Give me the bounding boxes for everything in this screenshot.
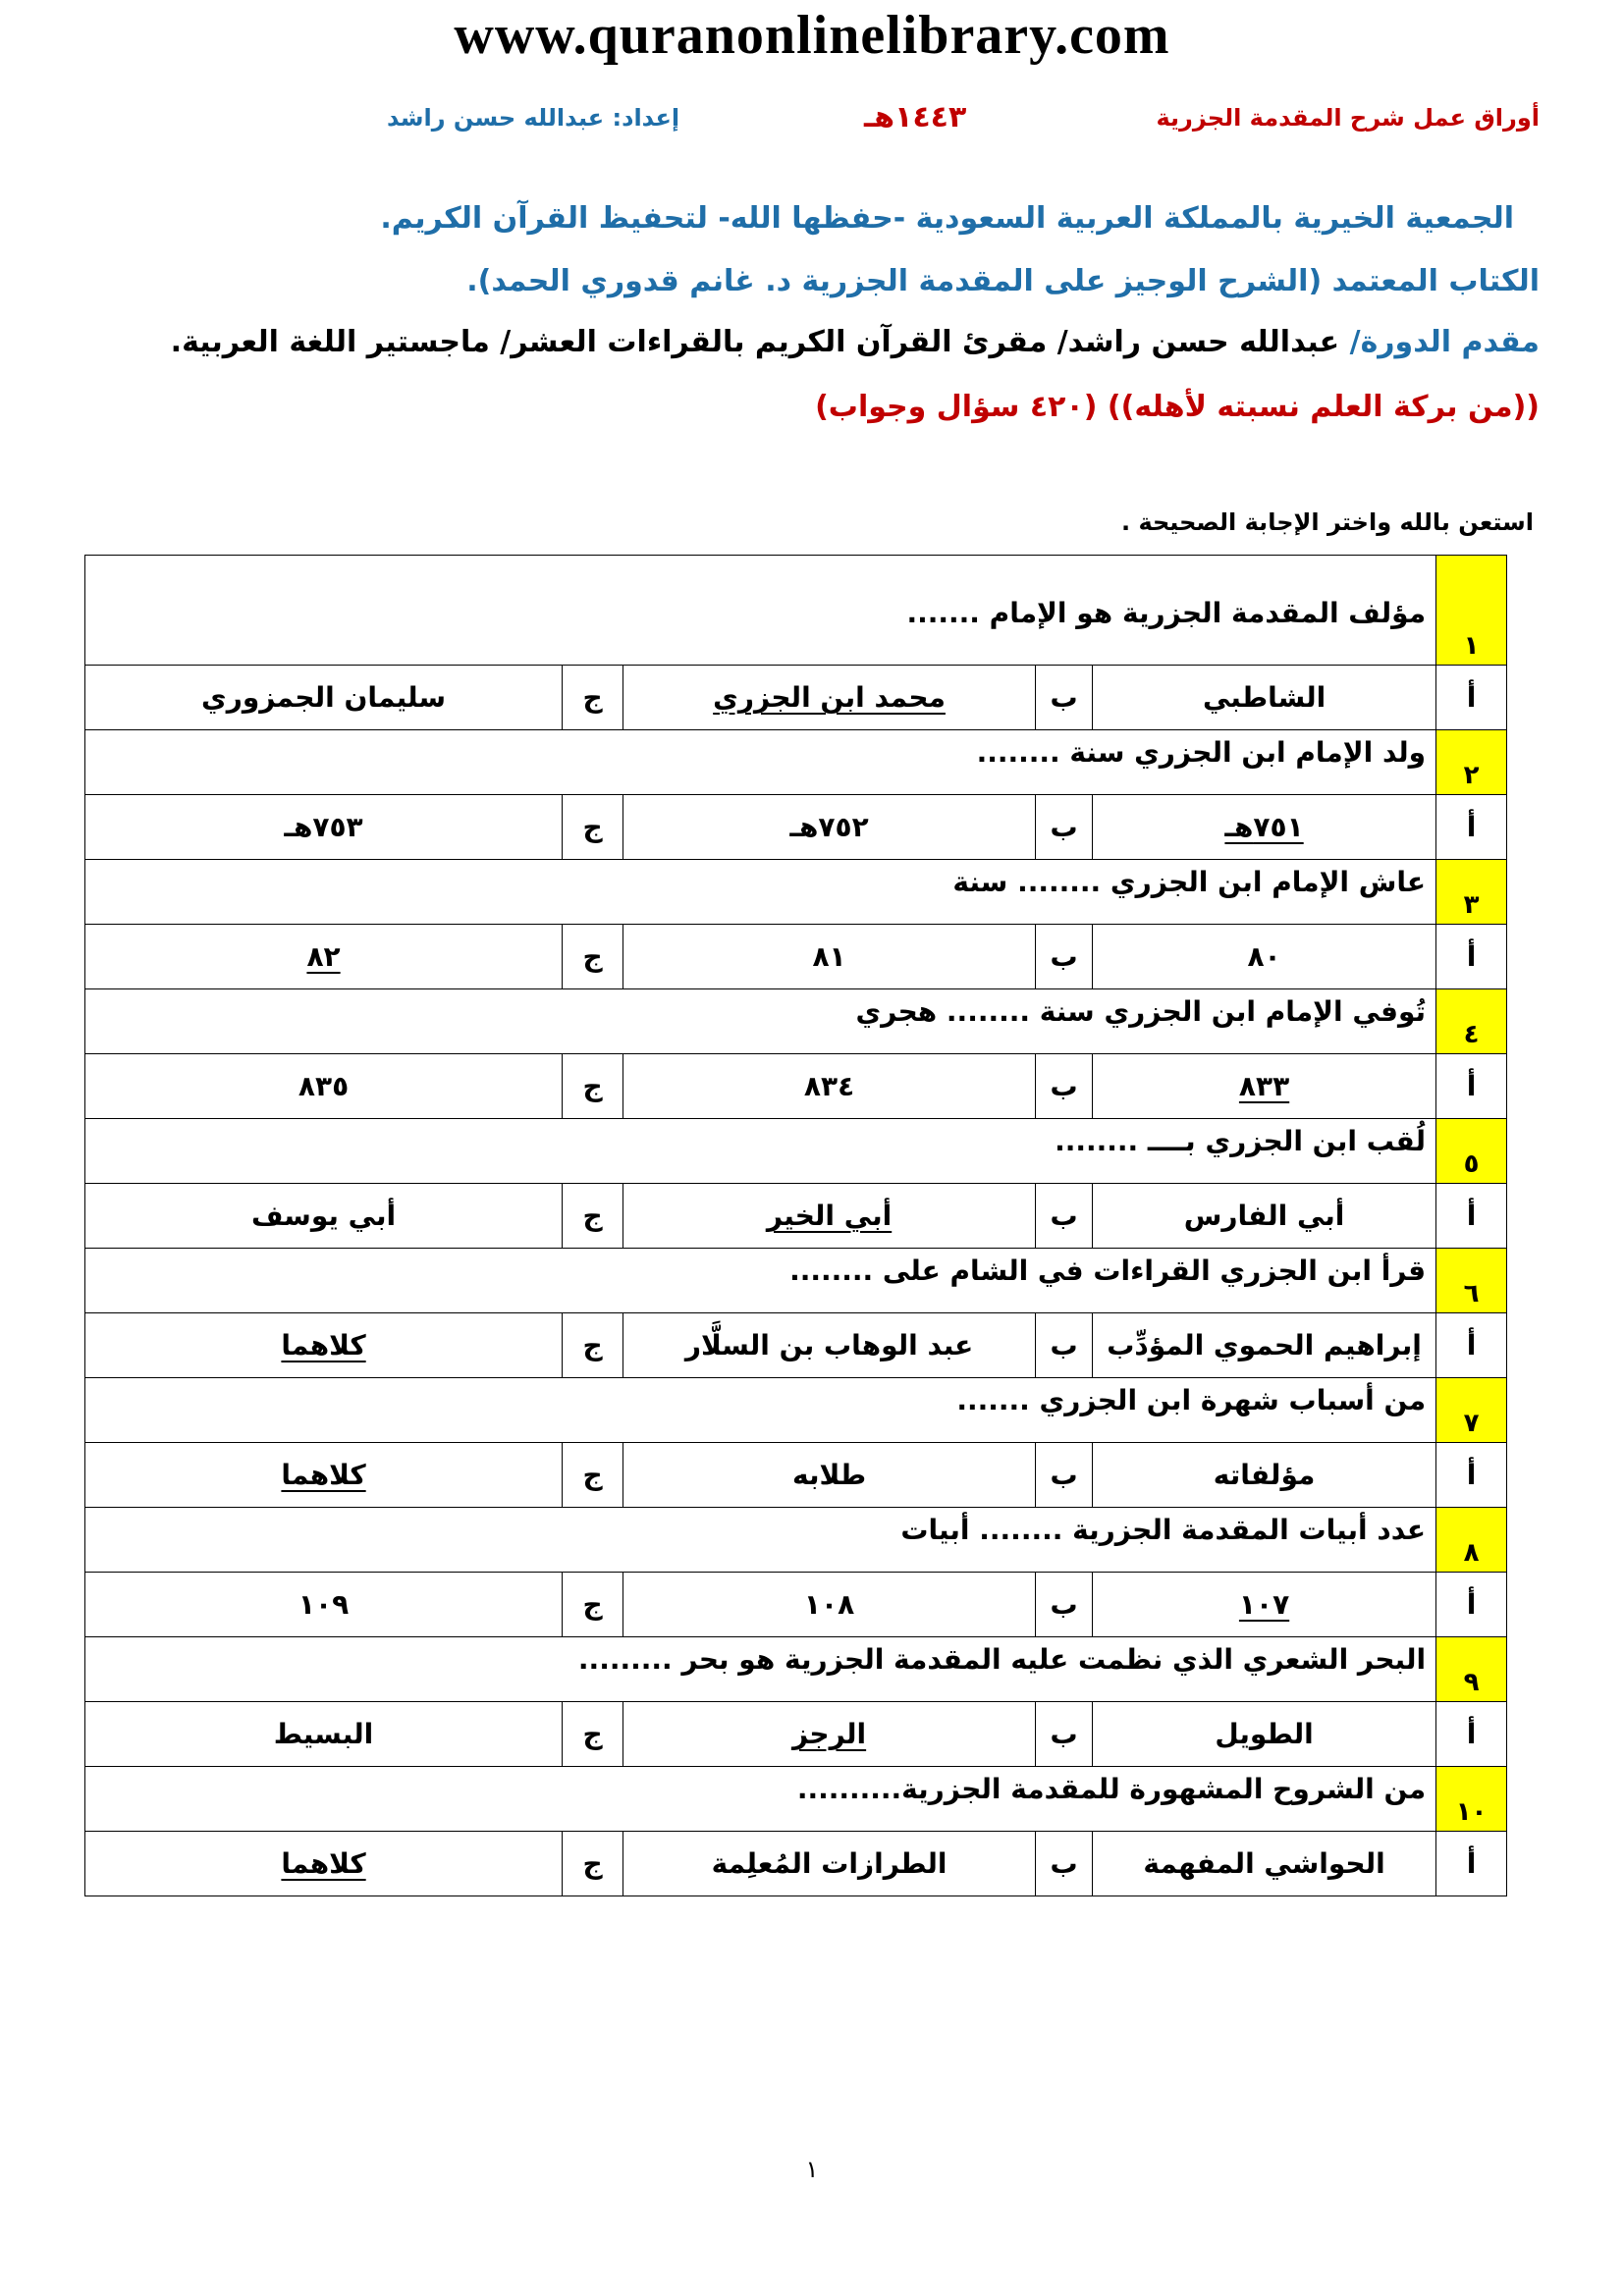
option [85, 1702, 563, 1767]
option-letter-c: ج [563, 1313, 623, 1378]
textbook-line: الكتاب المعتمد (الشرح الوجيز على المقدمة الجزرية د. غانم قدوري الحمد). [466, 264, 1540, 298]
option [623, 1443, 1036, 1508]
option-letter-a: أ [1436, 1573, 1507, 1637]
option-text: أبي الفارس [1183, 1200, 1345, 1232]
question-text: لُقب ابن الجزري بــــ ........ [85, 1119, 1436, 1184]
worksheet-title: أوراق عمل شرح المقدمة الجزرية [1156, 104, 1540, 132]
option-letter-c: ج [563, 1832, 623, 1896]
option-letter-c: ج [563, 795, 623, 860]
option [85, 1573, 563, 1637]
option-text: إبراهيم الحموي المؤدِّب [1107, 1329, 1422, 1362]
option [623, 1313, 1036, 1378]
option-letter-b: ب [1036, 1184, 1093, 1249]
option-text: الطويل [1215, 1718, 1314, 1750]
options-row [85, 1832, 1507, 1896]
option-text: كلاهما [281, 1847, 366, 1880]
presenter-text: عبدالله حسن راشد/ مقرئ القرآن الكريم بالقراءات العشر/ ماجستير اللغة العربية. [170, 325, 1350, 359]
option-text: الشاطبي [1202, 681, 1326, 714]
option-text: ٧٥٢هـ [789, 811, 869, 843]
question-row [85, 1119, 1507, 1184]
question-row [85, 556, 1507, 666]
page-number: ١ [805, 2156, 819, 2183]
option-text: البسيط [273, 1718, 374, 1750]
option-text: محمد ابن الجزري [713, 681, 946, 714]
option-letter-a: أ [1436, 1702, 1507, 1767]
question-row [85, 1508, 1507, 1573]
options-row [85, 925, 1507, 989]
option-letter-b: ب [1036, 1573, 1093, 1637]
option [623, 1832, 1036, 1896]
option-correct [1093, 1573, 1436, 1637]
question-text: البحر الشعري الذي نظمت عليه المقدمة الجزرية هو بحر ......... [85, 1637, 1436, 1702]
question-number: ٣ [1436, 860, 1507, 925]
option-text: ٨٣٤ [803, 1070, 855, 1102]
option-text: ٨٣٣ [1238, 1070, 1290, 1102]
question-number: ٨ [1436, 1508, 1507, 1573]
option-correct [1093, 1054, 1436, 1119]
author-credit: إعداد: عبدالله حسن راشد [387, 104, 680, 132]
option-letter-c: ج [563, 1184, 623, 1249]
question-number: ١ [1436, 556, 1507, 666]
option-letter-c: ج [563, 1702, 623, 1767]
option-letter-b: ب [1036, 795, 1093, 860]
option [1093, 666, 1436, 730]
quiz-table [84, 555, 1507, 1896]
presenter-label: مقدم الدورة/ [1349, 325, 1540, 359]
option [1093, 1702, 1436, 1767]
hijri-year: ١٤٤٣هـ [864, 100, 967, 134]
option-letter-a: أ [1436, 1832, 1507, 1896]
options-row [85, 1443, 1507, 1508]
option-correct [85, 1832, 563, 1896]
option-letter-a: أ [1436, 666, 1507, 730]
question-row [85, 1378, 1507, 1443]
option-text: ٨٣٥ [298, 1070, 350, 1102]
question-number: ١٠ [1436, 1767, 1507, 1832]
options-row [85, 1184, 1507, 1249]
option-text: طلابه [791, 1459, 867, 1491]
instruction: استعن بالله واختر الإجابة الصحيحة . [1120, 508, 1534, 536]
option-text: ١٠٨ [803, 1588, 855, 1621]
options-row [85, 795, 1507, 860]
question-text: من أسباب شهرة ابن الجزري ....... [85, 1378, 1436, 1443]
option-text: ٧٥٣هـ [284, 811, 363, 843]
question-text: ولد الإمام ابن الجزري سنة ........ [85, 730, 1436, 795]
question-number: ٤ [1436, 989, 1507, 1054]
option-text: عبد الوهاب بن السلَّار [684, 1329, 974, 1362]
question-text: من الشروح المشهورة للمقدمة الجزرية.......... [85, 1767, 1436, 1832]
option-correct [1093, 795, 1436, 860]
option-letter-a: أ [1436, 795, 1507, 860]
option-letter-b: ب [1036, 666, 1093, 730]
options-row [85, 666, 1507, 730]
question-text: تُوفي الإمام ابن الجزري سنة ........ هجري [85, 989, 1436, 1054]
option [623, 795, 1036, 860]
option-letter-b: ب [1036, 1313, 1093, 1378]
option-correct [85, 1313, 563, 1378]
option-letter-c: ج [563, 1054, 623, 1119]
option [1093, 1313, 1436, 1378]
presenter-line [67, 318, 1540, 367]
question-number: ٧ [1436, 1378, 1507, 1443]
option-text: سليمان الجمزوري [201, 681, 447, 714]
option [623, 1573, 1036, 1637]
option-text: ١٠٧ [1238, 1588, 1290, 1621]
option-letter-c: ج [563, 666, 623, 730]
option-letter-c: ج [563, 925, 623, 989]
question-text: عاش الإمام ابن الجزري ........ سنة [85, 860, 1436, 925]
association-line: الجمعية الخيرية بالمملكة العربية السعودية -حفظها الله- لتحفيظ القرآن الكريم. [380, 201, 1514, 236]
question-number: ٢ [1436, 730, 1507, 795]
question-row [85, 989, 1507, 1054]
option-correct [85, 1443, 563, 1508]
question-text: قرأ ابن الجزري القراءات في الشام على ........ [85, 1249, 1436, 1313]
option-letter-a: أ [1436, 1054, 1507, 1119]
option [1093, 1443, 1436, 1508]
option [1093, 925, 1436, 989]
option-text: ١٠٩ [298, 1588, 350, 1621]
option [1093, 1184, 1436, 1249]
motto-line: ((من بركة العلم نسبته لأهله)) (٤٢٠ سؤال وجواب) [815, 390, 1540, 424]
question-number: ٦ [1436, 1249, 1507, 1313]
option-correct [623, 1702, 1036, 1767]
question-row [85, 730, 1507, 795]
question-row [85, 1637, 1507, 1702]
option-text: ٨٠ [1247, 940, 1281, 973]
question-number: ٥ [1436, 1119, 1507, 1184]
option-letter-b: ب [1036, 1702, 1093, 1767]
option-text: ٨٢ [306, 940, 341, 973]
option-letter-a: أ [1436, 1184, 1507, 1249]
question-row [85, 1767, 1507, 1832]
option-letter-c: ج [563, 1443, 623, 1508]
option-letter-b: ب [1036, 1443, 1093, 1508]
options-row [85, 1313, 1507, 1378]
options-row [85, 1054, 1507, 1119]
option-text: ٨١ [812, 940, 846, 973]
option-letter-c: ج [563, 1573, 623, 1637]
option-text: كلاهما [281, 1329, 366, 1362]
options-row [85, 1573, 1507, 1637]
option-letter-b: ب [1036, 925, 1093, 989]
option [85, 1054, 563, 1119]
option-text: أبي يوسف [250, 1200, 397, 1232]
question-row [85, 1249, 1507, 1313]
option-text: أبي الخير [766, 1200, 893, 1232]
option [85, 795, 563, 860]
option-text: الطرازات المُعلِمة [711, 1847, 947, 1880]
option-text: مؤلفاته [1213, 1459, 1316, 1491]
question-row [85, 860, 1507, 925]
question-text: مؤلف المقدمة الجزرية هو الإمام ....... [85, 556, 1436, 666]
option-correct [623, 666, 1036, 730]
option-letter-a: أ [1436, 925, 1507, 989]
question-text: عدد أبيات المقدمة الجزرية ........ أبيات [85, 1508, 1436, 1573]
options-row [85, 1702, 1507, 1767]
option [85, 666, 563, 730]
option-text: الحواشي المفهمة [1143, 1847, 1385, 1880]
option [623, 1054, 1036, 1119]
option-correct [85, 925, 563, 989]
option [1093, 1832, 1436, 1896]
option [623, 925, 1036, 989]
question-number: ٩ [1436, 1637, 1507, 1702]
option-letter-a: أ [1436, 1443, 1507, 1508]
site-url: www.quranonlinelibrary.com [454, 5, 1170, 66]
option-text: الرجز [791, 1718, 867, 1750]
option-letter-a: أ [1436, 1313, 1507, 1378]
option-letter-b: ب [1036, 1832, 1093, 1896]
option-correct [623, 1184, 1036, 1249]
option-letter-b: ب [1036, 1054, 1093, 1119]
option [85, 1184, 563, 1249]
option-text: ٧٥١هـ [1224, 811, 1304, 843]
option-text: كلاهما [281, 1459, 366, 1491]
